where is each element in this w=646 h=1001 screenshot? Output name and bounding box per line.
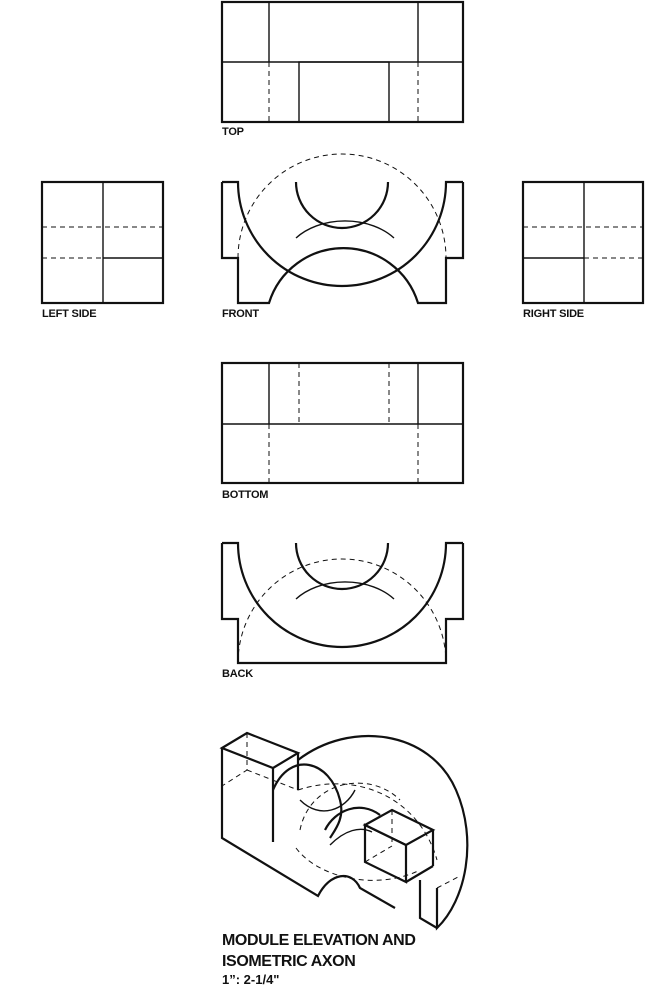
front-view-label: FRONT — [222, 308, 259, 320]
top-view — [222, 2, 463, 122]
drawing-title-line-2: ISOMETRIC AXON — [222, 953, 356, 970]
back-view-label: BACK — [222, 668, 253, 680]
axon-block-bottom-edge — [406, 866, 433, 882]
bottom-view-outline — [222, 363, 463, 483]
axon-post-top — [222, 733, 298, 768]
axon-inner-edge — [300, 790, 355, 811]
front-view — [222, 154, 463, 303]
right-side-view — [523, 182, 643, 303]
top-view-center-block — [299, 62, 389, 122]
drawing-scale: 1”: 2-1/4" — [222, 972, 280, 987]
right-side-view-label: RIGHT SIDE — [523, 308, 584, 320]
axon-block-top — [365, 810, 433, 845]
axon-hidden-arc-a — [300, 783, 400, 830]
top-view-label: TOP — [222, 126, 244, 138]
left-side-view — [42, 182, 163, 303]
isometric-axon — [222, 733, 467, 928]
back-view — [222, 543, 463, 663]
front-cross-arc — [296, 221, 394, 238]
axon-hole-top — [325, 808, 380, 830]
title-block — [222, 930, 415, 988]
left-side-view-label: LEFT SIDE — [42, 308, 97, 320]
axon-hidden-ring-end — [437, 876, 460, 888]
bottom-view — [222, 363, 463, 483]
right-side-outline — [523, 182, 643, 303]
axon-outer-ring — [298, 736, 467, 928]
front-hidden-arc — [238, 154, 446, 258]
axon-inner-ring — [273, 765, 341, 838]
drawing-title-line-1: MODULE ELEVATION AND — [222, 932, 416, 949]
axon-ring-end — [420, 880, 437, 928]
axon-hidden-arc-b — [296, 848, 420, 880]
axon-hidden-block-base — [365, 846, 392, 862]
bottom-view-label: BOTTOM — [222, 489, 269, 501]
back-cross-arc — [296, 582, 394, 599]
axon-block-front — [365, 825, 406, 882]
